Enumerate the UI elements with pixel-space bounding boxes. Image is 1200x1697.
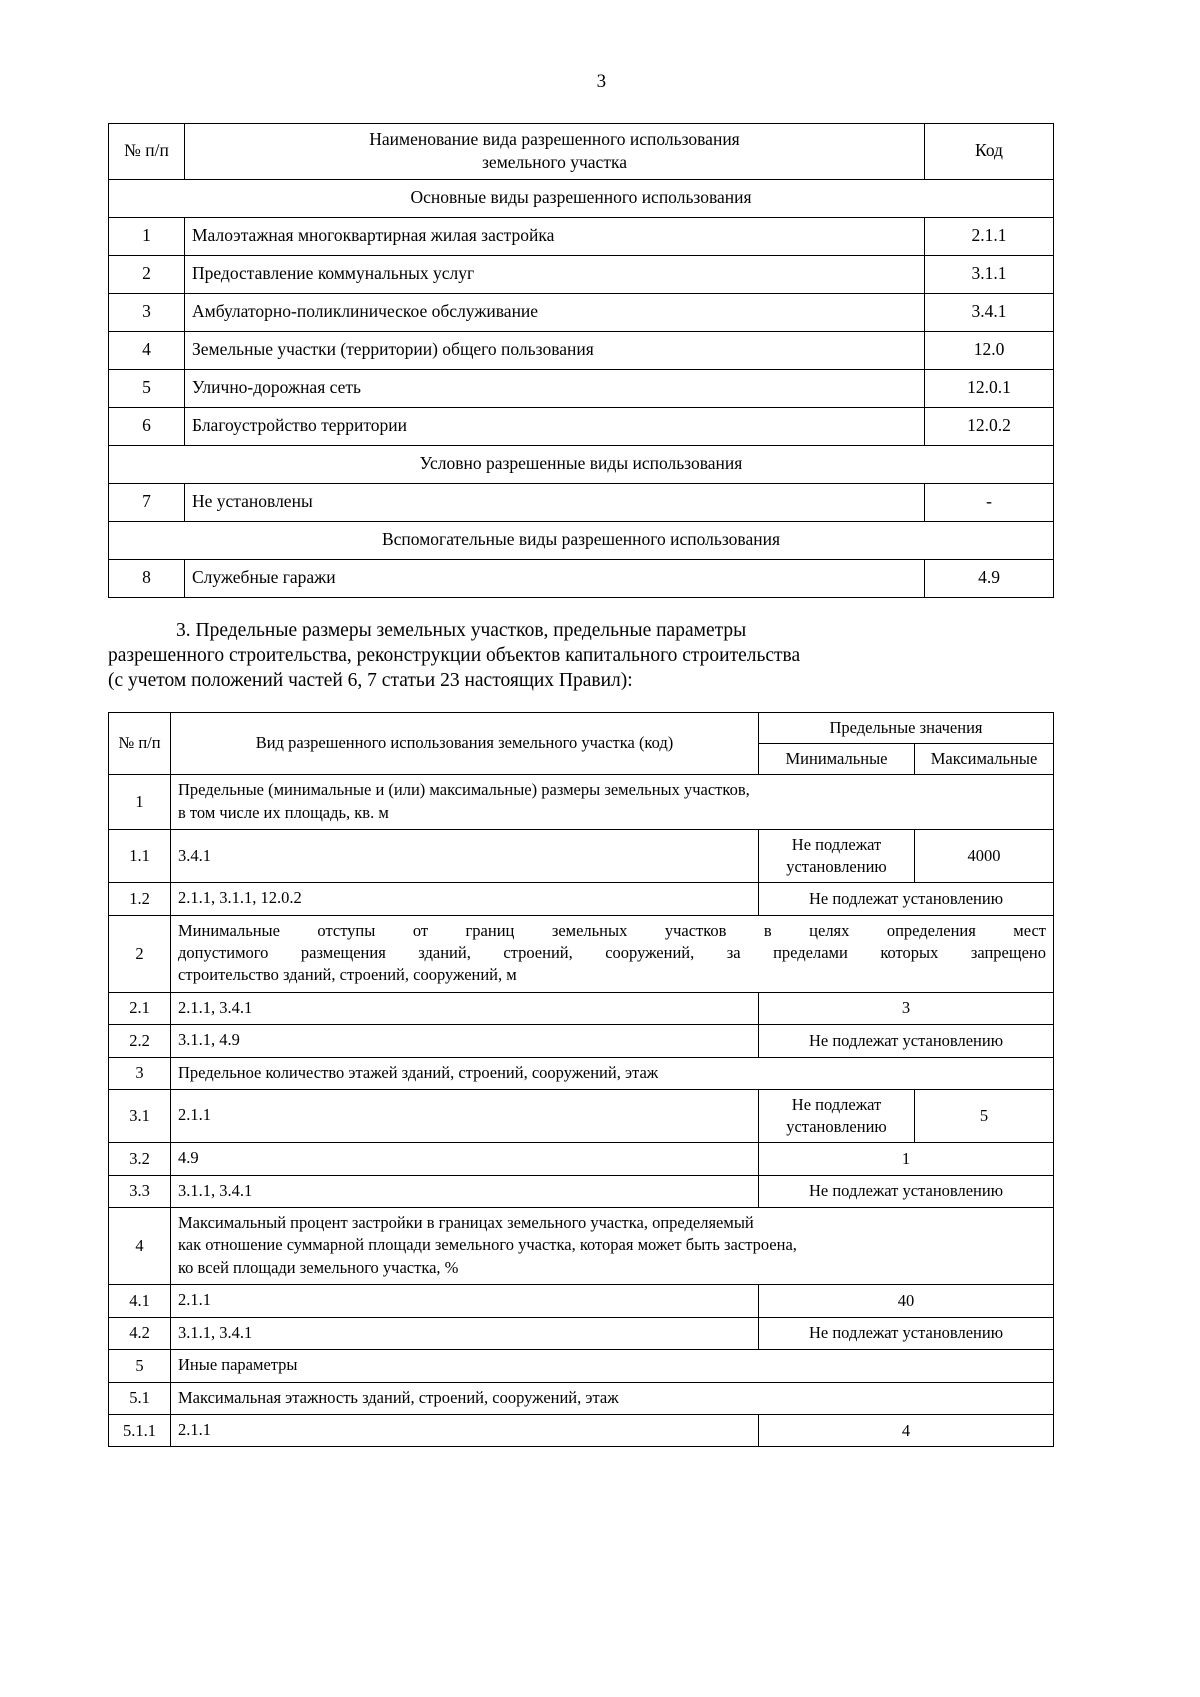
- row-num: 5: [109, 369, 185, 407]
- table-row: [109, 1090, 1054, 1143]
- table-row: [109, 1025, 1054, 1057]
- table-row: [109, 830, 1054, 883]
- row-num: 7: [109, 483, 185, 521]
- row-num: 1.2: [109, 883, 171, 915]
- section-header-row: [109, 521, 1054, 559]
- row-merged-value: 1: [759, 1143, 1054, 1175]
- header-name-line1: Наименование вида разрешенного использования: [369, 129, 740, 149]
- row-name: 2.1.1, 3.4.1: [171, 992, 759, 1024]
- row-merged-value: Не подлежат установлению: [759, 1175, 1054, 1207]
- limit-parameters-table-body: [109, 712, 1054, 1447]
- row-name: 3.1.1, 3.4.1: [171, 1175, 759, 1207]
- row-name: Малоэтажная многоквартирная жилая застройка: [185, 217, 925, 255]
- row-merged-value: Не подлежат установлению: [759, 883, 1054, 915]
- row-min-line2: установлению: [786, 856, 887, 876]
- permitted-use-table-body: [109, 124, 1054, 598]
- header-name-line1: Вид разрешенного использования: [255, 733, 495, 753]
- table-row: [109, 255, 1054, 293]
- header-num-line1: №: [118, 733, 135, 753]
- page-number: 3: [596, 71, 607, 92]
- row-num: 3: [109, 1057, 171, 1089]
- row-min-value: [759, 830, 915, 883]
- row-num: 1: [109, 775, 171, 830]
- limit-parameters-table: [108, 712, 1054, 1448]
- row-description: Максимальная этажность зданий, строений, сооружений, этаж: [171, 1382, 1054, 1414]
- row-name: 2.1.1: [171, 1415, 759, 1447]
- row-num: 2: [109, 915, 171, 992]
- table-group-row: [109, 1207, 1054, 1284]
- row-description: Иные параметры: [171, 1350, 1054, 1382]
- row-num: 8: [109, 559, 185, 597]
- table-group-row: [109, 1350, 1054, 1382]
- row-num: 6: [109, 407, 185, 445]
- row-min-line1: Не подлежат: [791, 1095, 882, 1115]
- table-header-row: [109, 712, 1054, 743]
- row-name: Предоставление коммунальных услуг: [185, 255, 925, 293]
- row-num: 4: [109, 331, 185, 369]
- row-num: 1: [109, 217, 185, 255]
- table-row: [109, 1143, 1054, 1175]
- row-num: 5.1.1: [109, 1415, 171, 1447]
- paragraph-line-1: 3. Предельные размеры земельных участков, предельные параметры: [176, 619, 747, 641]
- row-name: Служебные гаражи: [185, 559, 925, 597]
- row-name: 3.4.1: [171, 830, 759, 883]
- section-header-row: [109, 445, 1054, 483]
- paragraph-line-2: разрешенного строительства, реконструкции объектов капитального строительства: [108, 644, 801, 666]
- row-num: 5.1: [109, 1382, 171, 1414]
- row-num: 3: [109, 293, 185, 331]
- row-description-line1: Минимальные отступы от границ земельных участков в целях определения мест: [178, 920, 1046, 940]
- row-name: 2.1.1: [171, 1090, 759, 1143]
- row-description-line1: Максимальный процент застройки в границах земельного участка, определяемый: [178, 1212, 754, 1232]
- row-min-value: [759, 1090, 915, 1143]
- row-merged-value: 4: [759, 1415, 1054, 1447]
- row-merged-value: 40: [759, 1285, 1054, 1317]
- row-num: 5: [109, 1350, 171, 1382]
- row-max-value: 5: [915, 1090, 1054, 1143]
- header-num-line2: п/п: [138, 733, 161, 753]
- table-header-row: [109, 124, 1054, 180]
- section-title-auxiliary: Вспомогательные виды разрешенного использования: [109, 521, 1054, 559]
- row-code: 3.4.1: [925, 293, 1054, 331]
- section-title-conditional: Условно разрешенные виды использования: [109, 445, 1054, 483]
- paragraph-line-3: (с учетом положений частей 6, 7 статьи 23 настоящих Правил):: [108, 670, 633, 692]
- table-row: [109, 369, 1054, 407]
- row-code: 12.0: [925, 331, 1054, 369]
- section-header-row: [109, 179, 1054, 217]
- table-row: [109, 1285, 1054, 1317]
- row-name: 2.1.1, 3.1.1, 12.0.2: [171, 883, 759, 915]
- table-group-row: [109, 775, 1054, 830]
- row-name: Амбулаторно-поликлиническое обслуживание: [185, 293, 925, 331]
- row-min-line1: Не подлежат: [791, 835, 882, 855]
- row-min-line2: установлению: [786, 1116, 887, 1136]
- row-description: [171, 915, 1054, 992]
- row-description: [171, 775, 1054, 830]
- row-name: Не установлены: [185, 483, 925, 521]
- permitted-use-table: [108, 123, 1054, 598]
- table-row: [109, 559, 1054, 597]
- row-num: 1.1: [109, 830, 171, 883]
- row-num: 4: [109, 1207, 171, 1284]
- row-description: [171, 1207, 1054, 1284]
- table-row: [109, 483, 1054, 521]
- row-description-line1: Предельные (минимальные и (или) максимальные) размеры земельных участков,: [178, 780, 750, 800]
- row-num: 2.1: [109, 992, 171, 1024]
- row-merged-value: Не подлежат установлению: [759, 1317, 1054, 1349]
- row-num: 3.3: [109, 1175, 171, 1207]
- row-code: 3.1.1: [925, 255, 1054, 293]
- header-maximum: Максимальные: [915, 743, 1054, 774]
- table-group-row: [109, 1057, 1054, 1089]
- row-num: 2: [109, 255, 185, 293]
- row-description: Предельное количество этажей зданий, строений, сооружений, этаж: [171, 1057, 1054, 1089]
- row-name: 3.1.1, 3.4.1: [171, 1317, 759, 1349]
- header-name: [185, 124, 925, 180]
- row-merged-value: Не подлежат установлению: [759, 1025, 1054, 1057]
- table-row: [109, 883, 1054, 915]
- header-name-line2: земельного участка: [482, 151, 627, 172]
- table-row: [109, 992, 1054, 1024]
- section-3-paragraph: [108, 618, 1056, 694]
- row-num: 3.2: [109, 1143, 171, 1175]
- header-minimum: Минимальные: [759, 743, 915, 774]
- row-description-line3: ко всей площади земельного участка, %: [178, 1257, 459, 1277]
- header-name: [171, 712, 759, 775]
- row-description-line2: в том числе их площадь, кв. м: [178, 802, 389, 822]
- row-name: Благоустройство территории: [185, 407, 925, 445]
- row-num: 4.1: [109, 1285, 171, 1317]
- row-name: Улично-дорожная сеть: [185, 369, 925, 407]
- header-num: [109, 712, 171, 775]
- row-code: 12.0.2: [925, 407, 1054, 445]
- row-description-line3: строительство зданий, строений, сооружений, м: [178, 965, 517, 985]
- row-code: 4.9: [925, 559, 1054, 597]
- table-row: [109, 1317, 1054, 1349]
- table-row: [109, 1415, 1054, 1447]
- header-num: № п/п: [109, 124, 185, 180]
- row-name: 4.9: [171, 1143, 759, 1175]
- table-row: [109, 217, 1054, 255]
- row-max-value: 4000: [915, 830, 1054, 883]
- row-name: Земельные участки (территории) общего пользования: [185, 331, 925, 369]
- header-code: Код: [925, 124, 1054, 180]
- table-row: [109, 1175, 1054, 1207]
- row-code: 2.1.1: [925, 217, 1054, 255]
- row-num: 4.2: [109, 1317, 171, 1349]
- row-name: 2.1.1: [171, 1285, 759, 1317]
- header-name-line2: земельного участка (код): [498, 733, 674, 753]
- header-limit-values: Предельные значения: [759, 712, 1054, 743]
- table-group-row: [109, 1382, 1054, 1414]
- row-description-line2: как отношение суммарной площади земельного участка, которая может быть застроена,: [178, 1235, 797, 1255]
- row-description-line2: допустимого размещения зданий, строений, сооружений, за пределами которых запрещено: [178, 943, 1046, 963]
- table-row: [109, 407, 1054, 445]
- table-row: [109, 331, 1054, 369]
- row-code: 12.0.1: [925, 369, 1054, 407]
- row-code: -: [925, 483, 1054, 521]
- section-title-main: Основные виды разрешенного использования: [109, 179, 1054, 217]
- row-num: 3.1: [109, 1090, 171, 1143]
- row-num: 2.2: [109, 1025, 171, 1057]
- row-name: 3.1.1, 4.9: [171, 1025, 759, 1057]
- row-merged-value: 3: [759, 992, 1054, 1024]
- table-row: [109, 293, 1054, 331]
- table-group-row: [109, 915, 1054, 992]
